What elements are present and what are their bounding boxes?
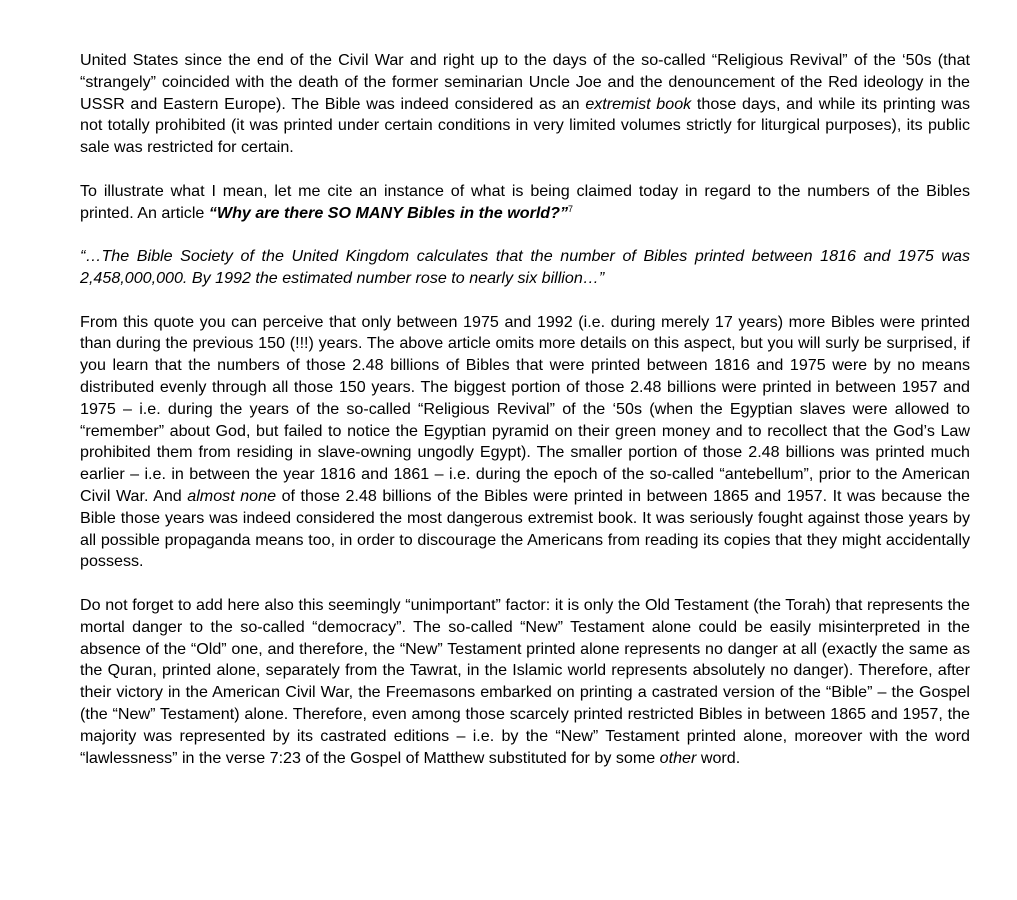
paragraph-4-text-a: From this quote you can perceive that only between 1975 and 1992 (i.e. during merely 17 years) more Bibles were printed than during the previous 150 (!!!) years. The above article omits more details on this aspect, but you will surly be surprised, if you learn that the numbers of those 2.48 billions of Bibles that were printed between 1816 and 1975 were by no means distributed evenly through all those 150 years. The biggest portion of those 2.48 billions were printed in between 1957 and 1975 – i.e. during the years of the so-called “Religious Revival” of the ‘50s (when the Egyptian slaves were allowed to “remember” about God, but failed to notice the Egyptian pyramid on their green money and to recollect that the God’s Law prohibited them from residing in slave-owning ungodly Egypt). The smaller portion of those 2.48 billions was printed much earlier – i.e. in between the year 1816 and 1861 – i.e. during the epoch of the so-called “antebellum”, prior to the American Civil War. And bbox=[80, 312, 970, 505]
other-emphasis: other bbox=[659, 748, 697, 767]
article-title: “Why are there SO MANY Bibles in the world?” bbox=[208, 203, 569, 222]
paragraph-4-text-b: of those 2.48 billions of the Bibles were printed in between 1865 and 1957. It was because the Bible those years was indeed considered the most dangerous extremist book. It was seriously fought against those years by all possible propaganda means too, in order to discourage the Americans from reading its copies that they might accidentally possess. bbox=[80, 486, 971, 571]
paragraph-5-text-a: Do not forget to add here also this seemingly “unimportant” factor: it is only the Old Testament (the Torah) that represents the mortal danger to the so-called “democracy”. The so-called “New” Testament alone could be easily misinterpreted in the absence of the “Old” one, and therefore, the “New” Testament printed alone represents no danger at all (exactly the same as the Quran, printed alone, separately from the Tawrat, in the Islamic world represents absolutely no danger). Therefore, after their victory in the American Civil War, the Freemasons embarked on printing a castrated version of the “Bible” – the Gospel (the “New” Testament) alone. Therefore, even among those scarcely printed restricted Bibles in between 1865 and 1957, the majority was represented by its castrated editions – i.e. by the “New” Testament printed alone, moreover with the word “lawlessness” in the verse 7:23 of the Gospel of Matthew substituted for by some bbox=[80, 595, 970, 767]
document-page bbox=[80, 50, 970, 769]
paragraph-1-text-b: those days, and while its printing was not totally prohibited (it was printed under certain conditions in very limited volumes strictly for liturgical purposes), its public sale was restricted for certain. bbox=[80, 94, 970, 157]
paragraph-5 bbox=[80, 595, 970, 769]
quote-text: “…The Bible Society of the United Kingdom calculates that the number of Bibles printed between 1816 and 1975 was 2,458,000,000. By 1992 the estimated number rose to nearly six billion…” bbox=[80, 247, 970, 287]
extremist-book-emphasis: extremist book bbox=[585, 94, 692, 113]
almost-none-emphasis: almost none bbox=[187, 486, 277, 505]
paragraph-2 bbox=[80, 181, 970, 225]
block-quote bbox=[80, 246, 970, 290]
paragraph-1 bbox=[80, 50, 970, 159]
footnote-marker: 7 bbox=[568, 203, 574, 214]
paragraph-4 bbox=[80, 312, 970, 574]
paragraph-1-text-a: United States since the end of the Civil War and right up to the days of the so-called “Religious Revival” of the ‘50s (that “strangely” coincided with the death of the former seminarian Uncle Joe and the denouncement of the Red ideology in the USSR and Eastern Europe). The Bible was indeed considered as an bbox=[80, 51, 970, 113]
paragraph-5-text-b: word. bbox=[696, 748, 741, 767]
paragraph-2-text: To illustrate what I mean, let me cite an instance of what is being claimed today in regard to the numbers of the Bibles printed. An article bbox=[80, 181, 970, 222]
